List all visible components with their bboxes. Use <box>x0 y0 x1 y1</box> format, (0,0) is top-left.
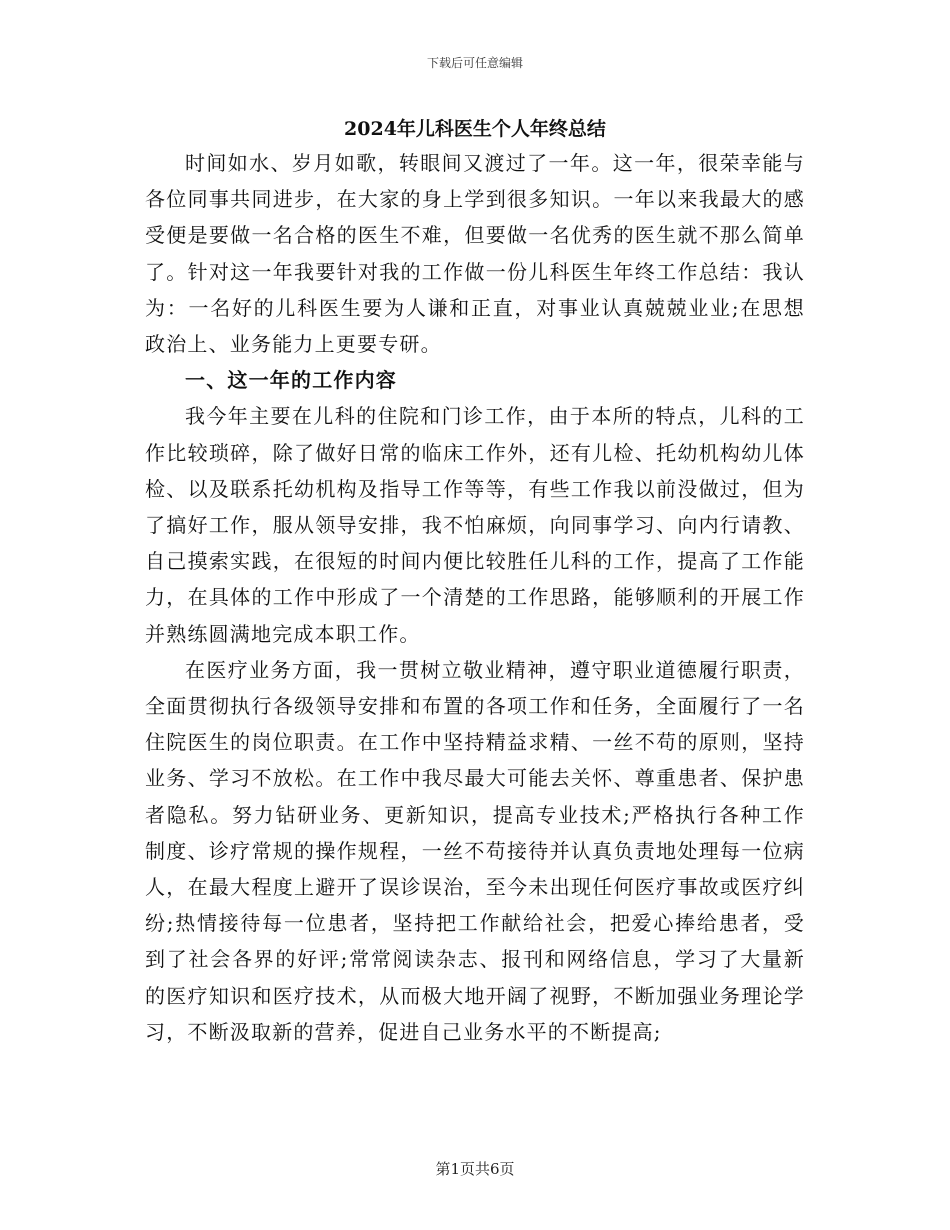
page-header-note: 下载后可任意编辑 <box>426 56 523 70</box>
section-paragraph: 在医疗业务方面，我一贯树立敬业精神，遵守职业道德履行职责，全面贯彻执行各级领导安排和布置的各项工作和任务，全面履行了一名住院医生的岗位职责。在工作中坚持精益求精、一丝不苟的原则，坚持业务、学习不放松。在工作中我尽最大可能去关怀、尊重患者、保护患者隐私。努力钻研业务、更新知识，提高专业技术;严格执行各种工作制度、诊疗常规的操作规程，一丝不苟接待并认真负责地处理每一位病人，在最大程度上避开了误诊误治，至今未出现任何医疗事故或医疗纠纷;热情接待每一位患者，坚持把工作献给社会，把爱心捧给患者，受到了社会各界的好评;常常阅读杂志、报刊和网络信息，学习了大量新的医疗知识和医疗技术，从而极大地开阔了视野，不断加强业务理论学习，不断汲取新的营养，促进自己业务水平的不断提高; <box>145 657 805 1044</box>
section-heading: 一、这一年的工作内容 <box>185 368 397 393</box>
section-paragraph: 我今年主要在儿科的住院和门诊工作，由于本所的特点，儿科的工作比较琐碎，除了做好日常的临床工作外，还有儿检、托幼机构幼儿体检、以及联系托幼机构及指导工作等等，有些工作我以前没做过，但为了搞好工作，服从领导安排，我不怕麻烦，向同事学习、向内行请教、自己摸索实践，在很短的时间内便比较胜任儿科的工作，提高了工作能力，在具体的工作中形成了一个清楚的工作思路，能够顺利的开展工作并熟练圆满地完成本职工作。 <box>145 404 805 646</box>
document-title: 2024年儿科医生个人年终总结 <box>344 118 606 140</box>
document-body <box>145 145 805 1050</box>
page-number: 第1页共6页 <box>435 1160 515 1178</box>
intro-paragraph: 时间如水、岁月如歌，转眼间又渡过了一年。这一年，很荣幸能与各位同事共同进步，在大家的身上学到很多知识。一年以来我最大的感受便是要做一名合格的医生不难，但要做一名优秀的医生就不那么简单了。针对这一年我要针对我的工作做一份儿科医生年终工作总结：我认为：一名好的儿科医生要为人谦和正直，对事业认真兢兢业业;在思想政治上、业务能力上更要专研。 <box>145 151 805 357</box>
